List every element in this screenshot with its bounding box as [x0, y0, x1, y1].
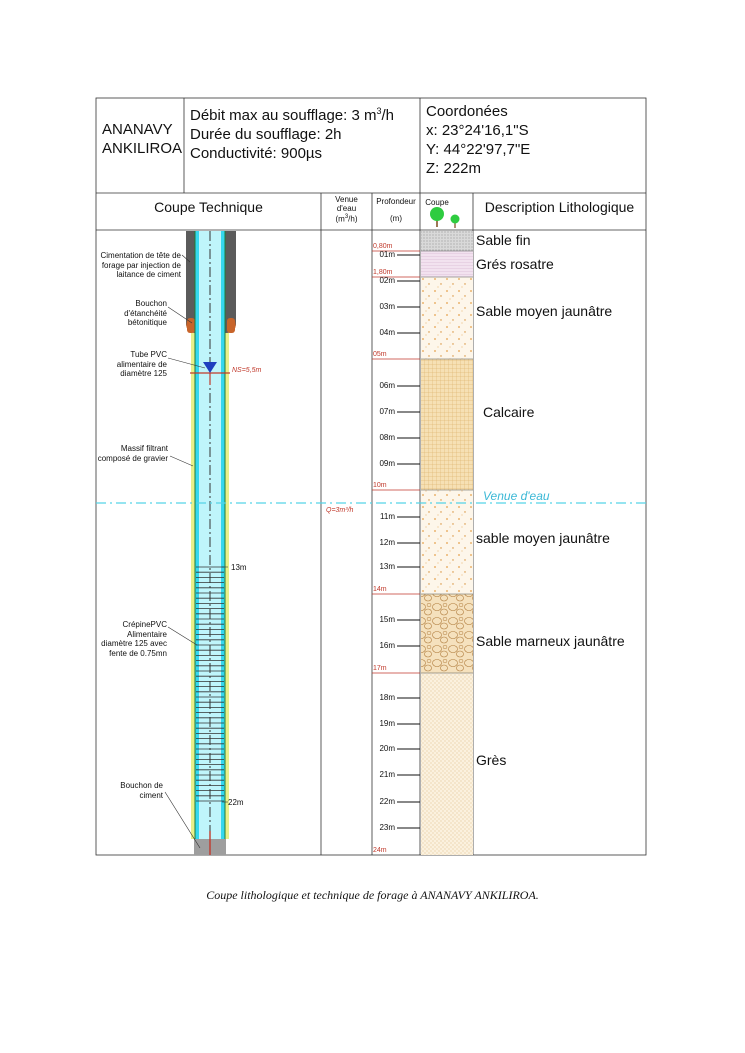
- coord-x: x: 23°24'16,1"S: [426, 122, 529, 139]
- crepine-bottom-label: 22m: [228, 798, 244, 807]
- depth-tick: 21m: [379, 770, 395, 779]
- layer-sable-moyen-1: [421, 277, 473, 359]
- conductivite: Conductivité: 900µs: [190, 145, 323, 162]
- col-venue-deau: Venue d'eau $(m^3/h)$: [335, 195, 358, 224]
- depth-tick: 16m: [379, 641, 395, 650]
- horizon-label: 0,80m: [373, 243, 393, 250]
- bentonite-plug-right: [227, 318, 235, 333]
- depth-tick: 01m: [379, 250, 395, 259]
- depth-tick: 13m: [379, 562, 395, 571]
- coord-z: Z: 222m: [426, 160, 482, 177]
- tree-icon: [430, 207, 460, 228]
- ann-bouchon-etancheite: Bouchon d'étanchéité bétonitique: [124, 299, 167, 327]
- litho-sable-fin: Sable fin: [476, 232, 531, 248]
- depth-tick: 07m: [379, 407, 395, 416]
- col-profondeur: Profondeur (m): [376, 197, 416, 223]
- duree-soufflage: Durée du soufflage: 2h: [190, 126, 342, 143]
- depth-tick: 04m: [379, 328, 395, 337]
- ann-massif-filtrant: Massif filtrant composé de gravier: [97, 444, 168, 463]
- depth-tick: 18m: [379, 693, 395, 702]
- litho-sable-marneux: Sable marneux jaunâtre: [476, 633, 625, 649]
- ann-bouchon-ciment: Bouchon de ciment: [120, 781, 163, 800]
- horizon-label: 10m: [373, 482, 387, 489]
- horizon-label: 17m: [373, 665, 387, 672]
- col-coupe: Coupe: [425, 198, 449, 207]
- site-name-line1: ANANAVY: [102, 121, 173, 138]
- site-name-line2: ANKILIROA: [102, 140, 183, 157]
- layer-sable-marneux: [421, 594, 473, 673]
- litho-gres: Grès: [476, 752, 507, 768]
- depth-tick: 08m: [379, 433, 395, 442]
- venue-deau-label: Venue d'eau: [483, 489, 550, 503]
- figure-caption: Coupe lithologique et technique de forage à ANANAVY ANKILIROA.: [206, 888, 539, 902]
- depth-tick: 23m: [379, 823, 395, 832]
- ann-cimentation: Cimentation de tête de forage par injection de laitance de ciment: [100, 251, 181, 279]
- site-name: [102, 120, 182, 158]
- ann-tube-pvc: Tube PVC alimentaire de diamètre 125: [116, 350, 167, 378]
- horizon-label: 05m: [373, 351, 387, 358]
- depth-tick: 03m: [379, 302, 395, 311]
- coord-y: Y: 44°22'97,7"E: [426, 141, 531, 158]
- depth-tick: 02m: [379, 276, 395, 285]
- litho-calcaire: Calcaire: [483, 404, 535, 420]
- depth-tick: 19m: [379, 719, 395, 728]
- depth-tick: 12m: [379, 538, 395, 547]
- coordinates: [426, 102, 530, 178]
- depth-scale: [397, 255, 420, 828]
- debit-max: Débit max au soufflage: 3 $m^3/h$: [190, 106, 395, 124]
- depth-tick: 15m: [379, 615, 395, 624]
- ns-label: NS=5,5m: [232, 367, 262, 374]
- horizon-label: 14m: [373, 586, 387, 593]
- layer-sable-fin: [421, 231, 473, 251]
- depth-tick: 22m: [379, 797, 395, 806]
- debit-q-label: Q=3m³/h: [326, 507, 354, 514]
- horizon-label: 1,80m: [373, 269, 393, 276]
- depth-tick: 11m: [380, 512, 395, 521]
- layer-sable-moyen-2: [421, 490, 473, 594]
- depth-tick: 20m: [379, 744, 395, 753]
- ann-crepine: CrépinePVC Alimentaire diamètre 125 avec fente de 0.75mn: [101, 620, 167, 658]
- col-description: Description Lithologique: [484, 199, 635, 215]
- col-coupe-technique: Coupe Technique: [154, 199, 263, 215]
- crepine-top-label: 13m: [231, 563, 247, 572]
- layer-gres: [421, 673, 473, 855]
- litho-sable-moyen-2: sable moyen jaunâtre: [476, 530, 610, 546]
- layer-calcaire: [421, 359, 473, 490]
- layer-gres-rosatre: [421, 251, 473, 277]
- depth-tick: 09m: [379, 459, 395, 468]
- litho-sable-moyen-1: Sable moyen jaunâtre: [476, 303, 613, 319]
- horizon-label: 24m: [373, 847, 387, 854]
- test-params: [190, 102, 394, 163]
- litho-gres-rosatre: Grés rosatre: [476, 256, 554, 272]
- coord-title: Coordonées: [426, 103, 508, 120]
- depth-tick: 06m: [379, 381, 395, 390]
